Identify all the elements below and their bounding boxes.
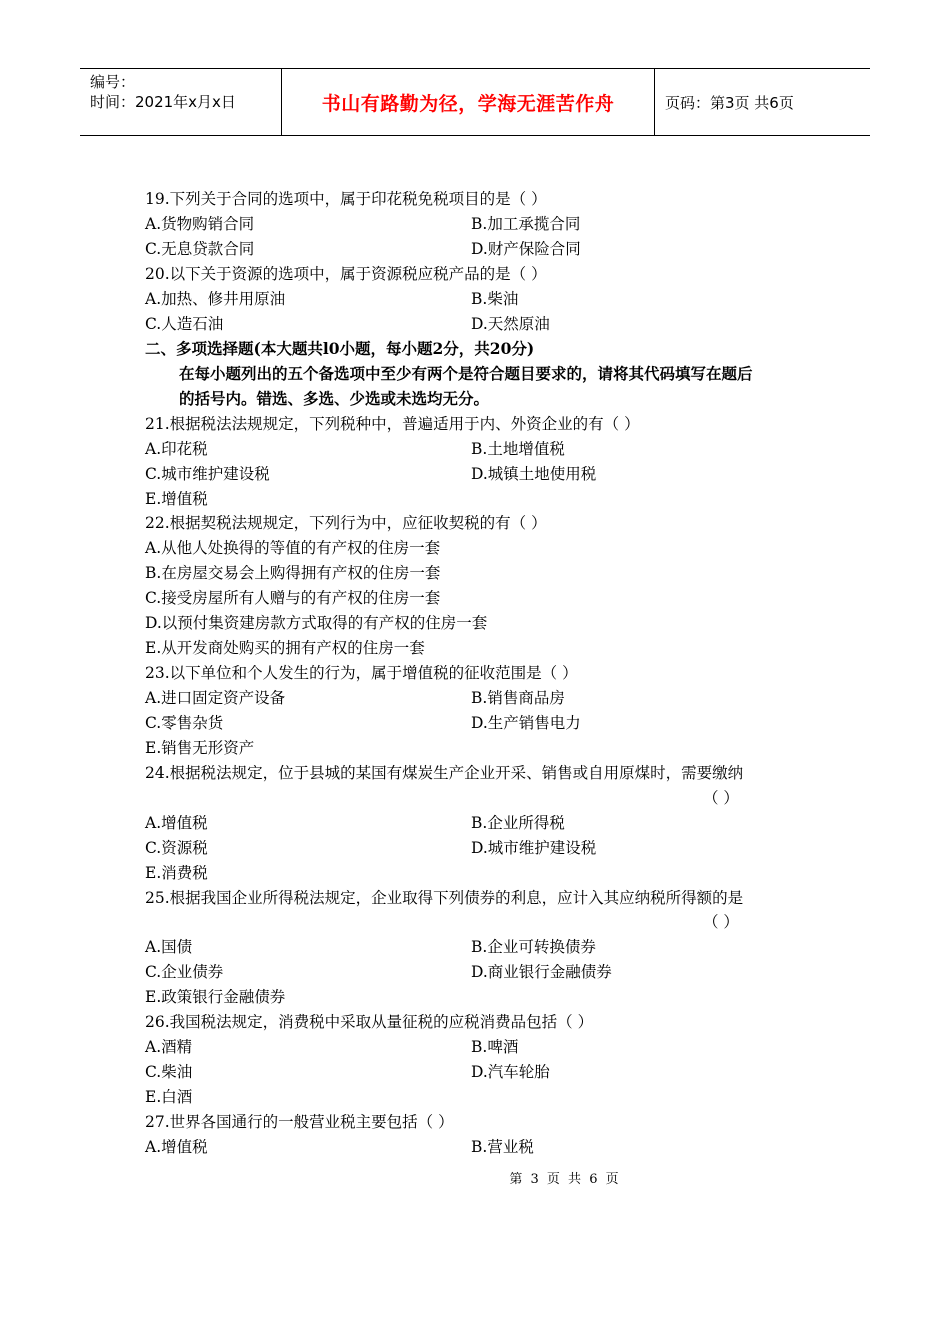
- option-c: C.人造石油: [145, 315, 224, 333]
- question-19: 19.下列关于合同的选项中，属于印花税免税项目的是（ ）: [145, 190, 547, 208]
- section-instruction-1: 在每小题列出的五个备选项中至少有两个是符合题目要求的，请将其代码填写在题后: [179, 364, 753, 383]
- header-left-cell: [80, 69, 281, 135]
- page-info: 页码：第3页 共6页: [665, 93, 794, 112]
- option-a: A.增值税: [145, 1138, 208, 1156]
- option-d: D.天然原油: [471, 315, 550, 333]
- header-center-cell: [281, 69, 655, 135]
- option-a: A.加热、修井用原油: [145, 290, 286, 308]
- question-25: 25.根据我国企业所得税法规定，企业取得下列债券的利息，应计入其应纳税所得额的是: [145, 889, 744, 907]
- option-e: E.政策银行金融债券: [145, 988, 286, 1006]
- option-a: A.进口固定资产设备: [145, 689, 286, 707]
- question-24: 24.根据税法规定，位于县城的某国有煤炭生产企业开采、销售或自用原煤时，需要缴纳: [145, 764, 744, 782]
- section-instruction-2: 的括号内。错选、多选、少选或未选均无分。: [179, 389, 490, 408]
- option-c: C.企业债券: [145, 963, 224, 981]
- option-c: C.柴油: [145, 1063, 193, 1081]
- question-23: 23.以下单位和个人发生的行为，属于增值税的征收范围是（ ）: [145, 664, 578, 682]
- option-b: B.啤酒: [471, 1038, 519, 1056]
- section-heading: 二、多项选择题(本大题共l0小题，每小题2分，共20分): [145, 339, 535, 358]
- option-d: D.商业银行金融债券: [471, 963, 612, 981]
- option-e: E.增值税: [145, 490, 208, 508]
- option-c: C.无息贷款合同: [145, 240, 255, 258]
- option-e: E.消费税: [145, 864, 208, 882]
- option-d: D.城镇土地使用税: [471, 465, 597, 483]
- option-b: B.企业所得税: [471, 814, 565, 832]
- option-b: B.加工承揽合同: [471, 215, 581, 233]
- option-e: E.白酒: [145, 1088, 193, 1106]
- header-table: [80, 68, 870, 136]
- option-b: B.营业税: [471, 1138, 534, 1156]
- option-a: A.印花税: [145, 440, 208, 458]
- option-d: D.城市维护建设税: [471, 839, 597, 857]
- motto: 书山有路勤为径，学海无涯苦作舟: [321, 92, 615, 115]
- option-a: A.货物购销合同: [145, 215, 255, 233]
- option-a: A.酒精: [145, 1038, 193, 1056]
- option-a: A.国债: [145, 938, 193, 956]
- option-c: C.城市维护建设税: [145, 465, 270, 483]
- option-b: B.销售商品房: [471, 689, 565, 707]
- option-c: C.资源税: [145, 839, 208, 857]
- time-label: 时间：2021年x月x日: [90, 93, 236, 111]
- question-26: 26.我国税法规定，消费税中采取从量征税的应税消费品包括（ ）: [145, 1013, 594, 1031]
- header-right-cell: [655, 69, 870, 135]
- question-27: 27.世界各国通行的一般营业税主要包括（ ）: [145, 1113, 454, 1131]
- option-b: B.企业可转换债券: [471, 938, 596, 956]
- option-a: A.增值税: [145, 814, 208, 832]
- option-c: C.零售杂货: [145, 714, 224, 732]
- question-21: 21.根据税法法规规定，下列税种中，普遍适用于内、外资企业的有（ ）: [145, 415, 640, 433]
- option-d: D.财产保险合同: [471, 240, 581, 258]
- option-d: D.生产销售电力: [471, 714, 581, 732]
- option-e: E.从开发商处购买的拥有产权的住房一套: [145, 639, 425, 657]
- answer-bracket: （ ）: [703, 789, 739, 807]
- option-e: E.销售无形资产: [145, 739, 255, 757]
- option-d: D.汽车轮胎: [471, 1063, 550, 1081]
- number-label: 编号：: [90, 73, 136, 91]
- option-a: A.从他人处换得的等值的有产权的住房一套: [145, 539, 441, 557]
- question-22: 22.根据契税法规规定，下列行为中，应征收契税的有（ ）: [145, 514, 547, 532]
- option-d: D.以预付集资建房款方式取得的有产权的住房一套: [145, 614, 488, 632]
- option-b: B.土地增值税: [471, 440, 565, 458]
- page-footer: 第 3 页 共 6 页: [509, 1172, 621, 1187]
- option-b: B.在房屋交易会上购得拥有产权的住房一套: [145, 564, 441, 582]
- option-b: B.柴油: [471, 290, 519, 308]
- answer-bracket: （ ）: [703, 913, 739, 931]
- question-20: 20.以下关于资源的选项中，属于资源税应税产品的是（ ）: [145, 265, 547, 283]
- option-c: C.接受房屋所有人赠与的有产权的住房一套: [145, 589, 441, 607]
